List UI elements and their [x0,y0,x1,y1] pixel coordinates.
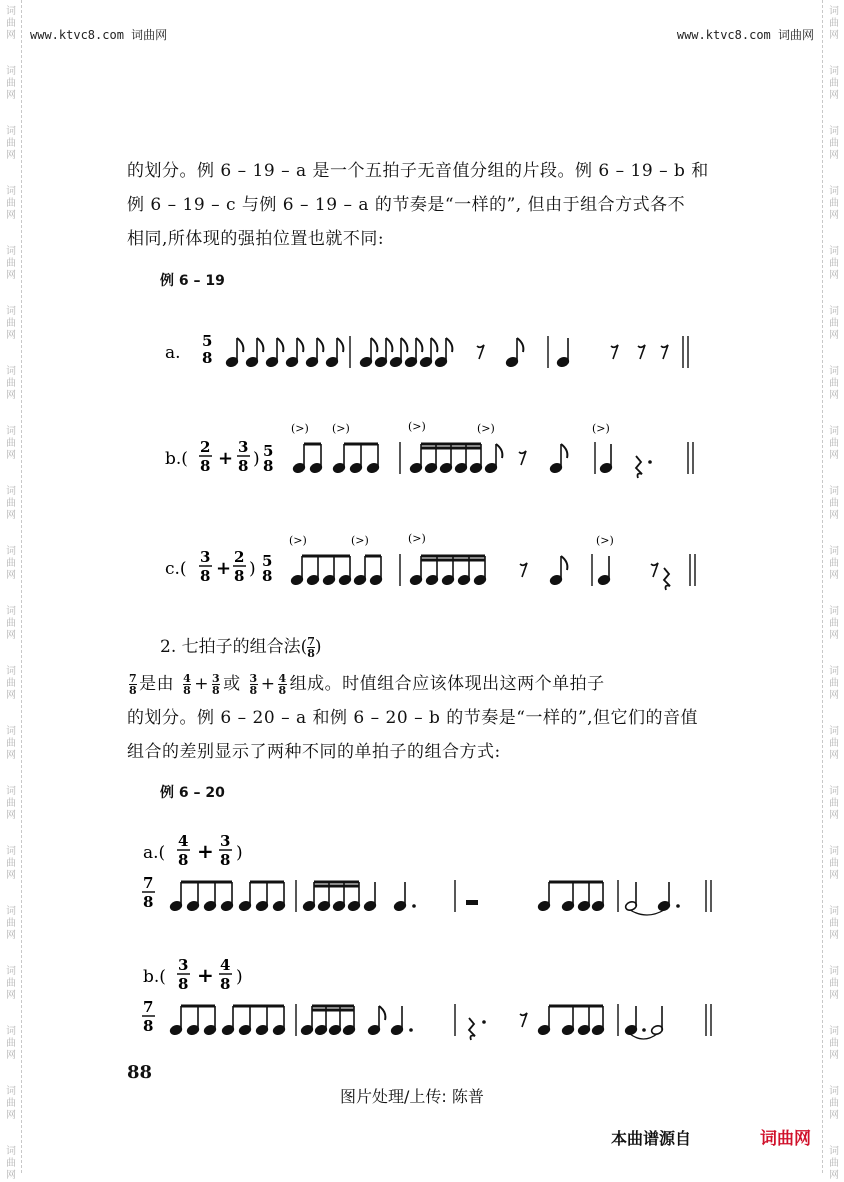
score-6-19-b [0,418,844,488]
score-prefix: c.( [165,559,187,579]
frac-num: 4 [278,672,287,685]
group-num: 4 [178,832,189,850]
watermark-glyphs: 词 曲 网 [829,906,839,941]
watermark-glyphs: 词 曲 网 [829,786,839,821]
svg-text:+: + [218,448,234,469]
time-sig-num: 5 [202,332,213,350]
watermark-glyphs: 词 曲 网 [829,966,839,1001]
watermark-glyphs: 词 曲 网 [829,186,839,221]
watermark-glyphs: 词 曲 网 [829,546,839,581]
note-flag [237,338,243,352]
time-sig-den: 8 [143,893,154,911]
note-flag [561,444,567,458]
watermark-glyphs: 词 曲 网 [6,1026,16,1061]
group-den: 8 [178,975,189,993]
paragraph-line-with-fractions: $\frac{7}{8}$ 是由 $\frac{4}{8}$ + $\frac{3}{8}$ 或 $\frac{3}{8}$ + $\frac{4}{8}$ 组成。时值组合应该体现出这两个单拍子 [129,672,605,697]
note-flag [401,338,407,352]
paragraph-line: 例 6 – 19 – c 与例 6 – 19 – a 的节奏是“一样的”, 但由于组合方式各不 [127,195,686,215]
frac-den: 8 [278,684,287,697]
time-sig-num: 5 [262,552,273,570]
rhythm-notes [225,336,688,368]
page-number: 88 [127,1062,153,1083]
frac-num: 7 [129,672,138,685]
watermark-glyphs: 词 曲 网 [829,246,839,281]
group-num: 3 [178,956,189,974]
quarter-rest [636,456,642,478]
eighth-rest [520,563,527,577]
time-sig-den: 8 [262,567,273,585]
watermark-glyphs: 词 曲 网 [6,366,16,401]
group-num: 2 [234,548,245,566]
note-dot [482,1020,486,1024]
paragraph-line: 的划分。例 6 – 19 – a 是一个五拍子无音值分组的片段。例 6 – 19 – b 和 [127,161,709,181]
example-6-20-label: 例 6 – 20 [160,785,225,801]
time-sig-den: 8 [202,349,213,367]
section-title-end: ) [314,637,322,657]
group-den: 8 [220,851,231,869]
note-flag [317,338,323,352]
eighth-rest [611,345,618,359]
watermark-glyphs: 词 曲 网 [6,306,16,341]
note-flag [297,338,303,352]
note-flag [257,338,263,352]
accent-mark: (>) [477,422,495,435]
watermark-glyphs: 词 曲 网 [829,666,839,701]
svg-text:+: + [197,839,214,863]
group-num: 4 [220,956,231,974]
group-num: 3 [220,832,231,850]
watermark-glyphs: 词 曲 网 [829,66,839,101]
time-sig-num: 7 [143,874,154,892]
section-2-title [160,632,322,659]
score-6-19-c [0,528,844,598]
quarter-rest [469,1018,475,1040]
watermark-glyphs: 词 曲 网 [829,1086,839,1121]
svg-text:+: + [197,963,214,987]
watermark-glyphs: 词 曲 网 [6,846,16,881]
frac-num: 7 [307,635,315,648]
group-num: 3 [200,548,211,566]
score-prefix: b.( [143,967,166,987]
note-dot [676,904,680,908]
score-prefix: a.( [143,843,166,863]
note-flag [561,556,567,570]
eighth-rest [477,345,484,359]
svg-text:): ) [253,449,260,469]
watermark-glyphs: 词 曲 网 [6,966,16,1001]
time-sig-den: 8 [143,1017,154,1035]
note-flag [371,338,377,352]
rhythm-notes [292,442,693,478]
source-label: 本曲谱源自 [611,1129,692,1148]
watermark-glyphs: 词 曲 网 [6,66,16,101]
score-6-20-a [0,826,844,926]
watermark-glyphs: 词 曲 网 [6,6,16,41]
frac-num: 3 [211,672,221,685]
note-flag [446,338,452,352]
header-watermark-right: www.ktvc8.com 词曲网 [676,28,814,42]
rhythm-notes [169,880,711,915]
watermark-glyphs: 词 曲 网 [6,606,16,641]
watermark-glyphs: 词 曲 网 [6,906,16,941]
note-dot [648,460,652,464]
watermark-glyphs: 词 曲 网 [6,246,16,281]
watermark-glyphs: 词 曲 网 [829,726,839,761]
header-watermark-left: www.ktvc8.com 词曲网 [30,28,168,42]
frac-den: 8 [211,684,221,697]
eighth-rest [651,563,658,577]
note-flag [416,338,422,352]
group-den: 8 [234,567,245,585]
score-prefix: b.( [165,449,188,469]
note-flag [517,338,523,352]
image-credit: 图片处理/上传: 陈普 [340,1087,484,1106]
score-6-19-a [0,318,844,388]
watermark-glyphs: 词 曲 网 [6,486,16,521]
example-6-19-label: 例 6 – 19 [160,273,225,289]
note-flag [337,338,343,352]
watermark-glyphs: 词 曲 网 [6,126,16,161]
watermark-glyphs: 词 曲 网 [6,186,16,221]
group-den: 8 [178,851,189,869]
note-flag [386,338,392,352]
time-sig-num: 7 [143,998,154,1016]
watermark-glyphs: 词 曲 网 [6,1146,16,1181]
group-den: 8 [200,567,211,585]
group-num: 2 [200,438,211,456]
watermark-glyphs: 词 曲 网 [829,6,839,41]
paragraph-line: 相同,所体现的强拍位置也就不同: [127,229,385,249]
accent-mark: (>) [408,532,426,545]
note-flag [379,1006,385,1020]
paragraph-line: 的划分。例 6 – 20 – a 和例 6 – 20 – b 的节奏是“一样的”,但它们的音值 [127,708,699,728]
accent-mark: (>) [592,422,610,435]
watermark-glyphs: 词 曲 网 [6,546,16,581]
tie [630,1034,657,1039]
brand-link[interactable]: 词曲网 [760,1129,811,1149]
group-den: 8 [220,975,231,993]
watermark-glyphs: 词 曲 网 [829,1146,839,1181]
watermark-glyphs: 词 曲 网 [829,1026,839,1061]
svg-text:): ) [236,843,243,863]
quarter-rest [664,568,670,590]
svg-text:+: + [216,558,232,579]
frac-den: 8 [249,684,258,697]
accent-mark: (>) [408,420,426,433]
score-6-20-b [0,950,844,1050]
score-prefix: a. [165,343,181,363]
paragraph-1 [127,154,737,256]
watermark-glyphs: 词 曲 网 [6,1086,16,1121]
note-dot [642,1028,646,1032]
time-sig-num: 5 [263,442,274,460]
time-sig-den: 8 [263,457,274,475]
group-num: 3 [238,438,249,456]
note-dot [409,1028,413,1032]
group-den: 8 [238,457,249,475]
paragraph-line: 组合的差别显示了两种不同的单拍子的组合方式: [127,742,501,762]
rhythm-notes [169,1004,711,1040]
text-segment: 或 [223,674,241,694]
accent-mark: (>) [291,422,309,435]
text-segment: 是由 [139,674,175,694]
group-den: 8 [200,457,211,475]
eighth-rest [519,451,526,465]
frac-den: 8 [129,684,138,697]
section-title-text: 2. 七拍子的组合法( [160,637,308,657]
watermark-glyphs: 词 曲 网 [829,426,839,461]
eighth-rest [661,345,668,359]
accent-mark: (>) [289,534,307,547]
watermark-glyphs: 词 曲 网 [829,486,839,521]
rhythm-notes [290,554,695,590]
watermark-glyphs: 词 曲 网 [6,786,16,821]
watermark-glyphs: 词 曲 网 [829,306,839,341]
watermark-glyphs: 词 曲 网 [6,726,16,761]
svg-text:): ) [249,559,256,579]
watermark-glyphs: 词 曲 网 [829,846,839,881]
frac-num: 3 [249,672,258,685]
eighth-rest [638,345,645,359]
frac-den: 8 [307,647,315,660]
note-flag [277,338,283,352]
frac-den: 8 [183,684,192,697]
note-flag [496,444,502,458]
watermark-glyphs: 词 曲 网 [6,426,16,461]
svg-text:): ) [236,967,243,987]
watermark-glyphs: 词 曲 网 [829,606,839,641]
half-rest [466,900,478,905]
watermark-glyphs: 词 曲 网 [829,366,839,401]
accent-mark: (>) [351,534,369,547]
watermark-glyphs: 词 曲 网 [6,666,16,701]
note-flag [431,338,437,352]
watermark-glyphs: 词 曲 网 [829,126,839,161]
tie [630,910,664,915]
accent-mark: (>) [596,534,614,547]
accent-mark: (>) [332,422,350,435]
paragraph-2 [127,667,737,769]
note-dot [412,904,416,908]
text-segment: 组成。时值组合应该体现出这两个单拍子 [289,674,605,694]
frac-num: 4 [183,672,192,685]
eighth-rest [520,1013,527,1027]
